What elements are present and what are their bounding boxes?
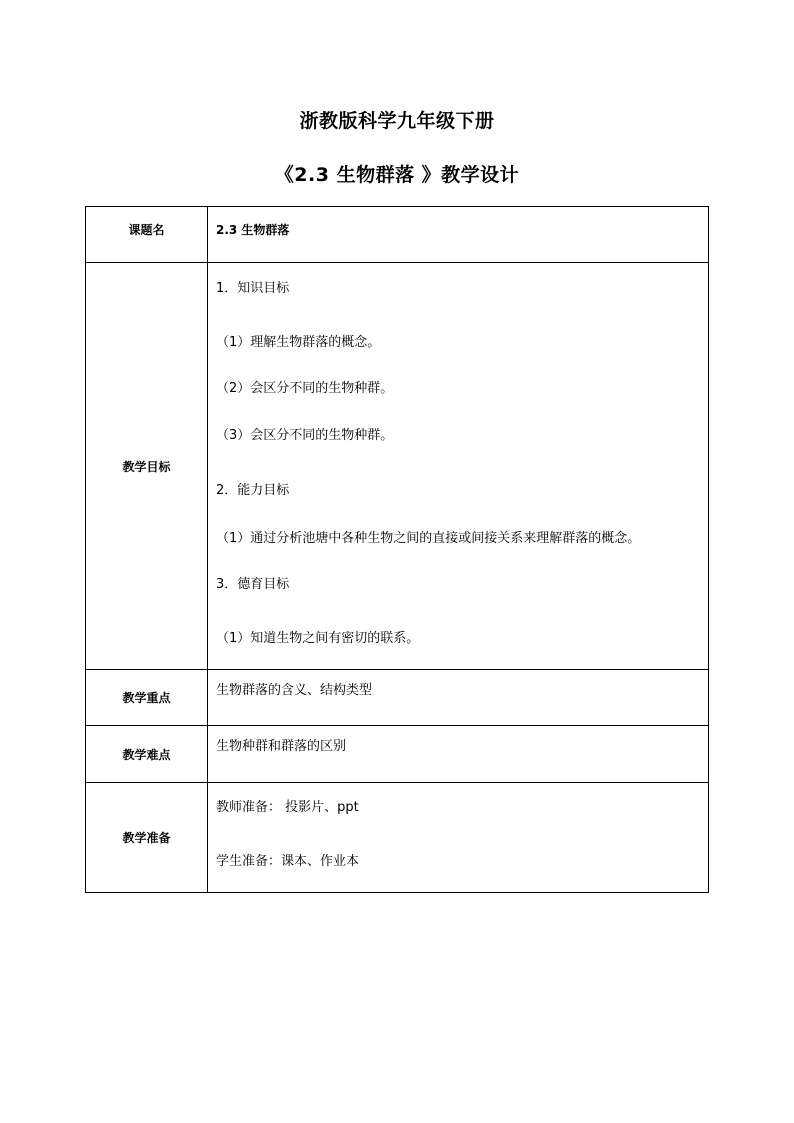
objective-line: （3）会区分不同的生物种群。 <box>216 428 394 443</box>
objective-line: （1）知道生物之间有密切的联系。 <box>216 631 420 646</box>
student-preparation: 学生准备：课本、作业本 <box>216 854 360 869</box>
difficulties-label-cell <box>86 726 208 783</box>
preparation-label: 教学准备 <box>122 831 171 845</box>
table-row-course-name <box>86 207 709 263</box>
key-points-label: 教学重点 <box>122 691 171 705</box>
document-subtitle: 《2.3 生物群落 》教学设计 <box>274 164 520 186</box>
key-points-value-cell <box>208 670 709 726</box>
table-row-difficulties <box>86 726 709 783</box>
objective-line: （2）会区分不同的生物种群。 <box>216 381 394 396</box>
objectives-label: 教学目标 <box>122 459 171 474</box>
preparation-content-cell <box>208 783 709 893</box>
objective-line: 3．德育目标 <box>216 577 290 592</box>
objectives-label-cell <box>86 263 208 670</box>
key-points-label-cell <box>86 670 208 726</box>
objective-line: 1．知识目标 <box>216 281 290 296</box>
objective-line: （1）通过分析池塘中各种生物之间的直接或间接关系来理解群落的概念。 <box>216 531 641 546</box>
table-row-preparation <box>86 783 709 893</box>
key-points-value: 生物群落的含义、结构类型 <box>216 683 373 698</box>
difficulties-label: 教学难点 <box>122 747 171 762</box>
table-row-key-points <box>86 670 709 726</box>
course-name-label: 课题名 <box>128 223 165 237</box>
difficulties-value-cell <box>208 726 709 783</box>
teacher-preparation: 教师准备： 投影片、ppt <box>216 800 359 815</box>
course-name-label-cell <box>86 207 208 263</box>
preparation-label-cell <box>86 783 208 893</box>
table-row-objectives <box>86 263 709 670</box>
course-name-value: 2.3 生物群落 <box>216 223 290 237</box>
objectives-content-cell <box>208 263 709 670</box>
lesson-plan-table <box>85 206 709 893</box>
course-name-value-cell <box>208 207 709 263</box>
objective-line: 2．能力目标 <box>216 483 290 498</box>
difficulties-value: 生物种群和群落的区别 <box>216 739 347 754</box>
document-title: 浙教版科学九年级下册 <box>299 110 495 132</box>
objective-line: （1）理解生物群落的概念。 <box>216 335 381 350</box>
